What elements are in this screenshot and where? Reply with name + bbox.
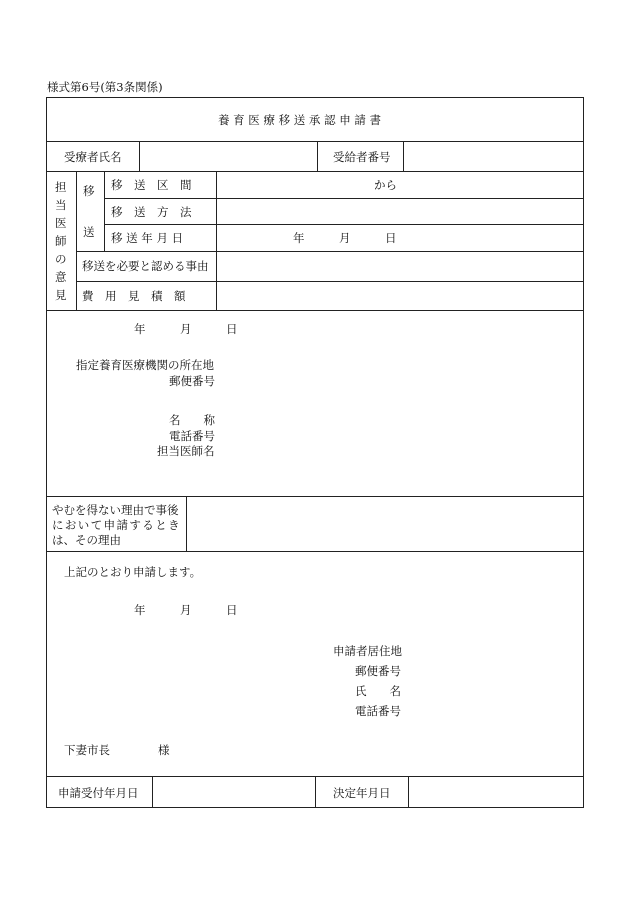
patient-name-label: 受療者氏名 [64, 150, 122, 164]
divider [104, 198, 584, 199]
doctor-opinion-char: 見 [55, 288, 67, 302]
transfer-section-field[interactable] [218, 173, 368, 197]
transfer-section-label: 移 送 区 間 [111, 178, 192, 192]
institution-address-label: 指定養育医療機関の所在地 [76, 358, 214, 372]
divider [46, 171, 584, 172]
transfer-char: 移 [83, 184, 95, 198]
doctor-opinion-char: 意 [55, 270, 67, 284]
divider [46, 496, 584, 497]
receipt-date-field[interactable] [154, 778, 314, 805]
cost-estimate-field[interactable] [218, 283, 582, 309]
doctor-opinion-char: の [55, 252, 67, 266]
decision-date-label: 決定年月日 [333, 786, 391, 800]
divider [104, 224, 584, 225]
divider [403, 141, 404, 172]
divider [46, 141, 584, 142]
patient-name-field[interactable] [141, 143, 315, 170]
divider [104, 171, 105, 252]
cost-estimate-label: 費 用 見 積 額 [82, 289, 186, 303]
doctor-opinion-char: 師 [55, 234, 67, 248]
reason-needed-field[interactable] [218, 253, 582, 280]
late-reason-label-line: やむを得ない理由で事後 [52, 503, 179, 517]
attending-doctor-label: 担当医師名 [157, 444, 215, 458]
decision-date-field[interactable] [410, 778, 581, 805]
divider [315, 776, 316, 807]
doctor-opinion-char: 医 [55, 216, 67, 230]
transfer-method-label: 移 送 方 法 [111, 205, 192, 219]
divider [186, 496, 187, 552]
application-statement: 上記のとおり申請します。 [64, 565, 202, 579]
divider [152, 776, 153, 807]
institution-postal-label: 郵便番号 [169, 374, 215, 388]
applicant-date[interactable]: 年 月 日 [134, 603, 238, 617]
divider [408, 776, 409, 807]
form-title: 養 育 医 療 移 送 承 認 申 請 書 [218, 113, 382, 127]
divider [216, 171, 217, 311]
institution-name-label: 名 称 [169, 413, 215, 427]
reason-needed-label: 移送を必要と認める事由 [82, 259, 209, 273]
transfer-section-suffix: から [374, 178, 397, 192]
transfer-char: 送 [83, 225, 95, 239]
divider [76, 281, 584, 282]
form-number-label: 様式第6号(第3条関係) [47, 80, 163, 94]
recipient-number-label: 受給者番号 [333, 150, 391, 164]
institution-phone-label: 電話番号 [169, 429, 215, 443]
applicant-postal-label: 郵便番号 [355, 664, 401, 678]
doctor-opinion-char: 担 [55, 180, 67, 194]
applicant-phone-label: 電話番号 [355, 704, 401, 718]
divider [46, 310, 584, 311]
doctor-opinion-char: 当 [55, 198, 67, 212]
late-reason-field[interactable] [188, 498, 582, 550]
recipient-number-field[interactable] [405, 143, 581, 170]
doctor-date[interactable]: 年 月 日 [134, 322, 238, 336]
honorific: 様 [158, 743, 170, 757]
late-reason-label-line: は、その理由 [52, 533, 121, 547]
divider [46, 551, 584, 552]
transfer-date-value[interactable]: 年 月 日 [293, 231, 397, 245]
divider [139, 141, 140, 172]
transfer-method-field[interactable] [218, 200, 582, 223]
applicant-address-label: 申請者居住地 [333, 644, 402, 658]
divider [76, 251, 584, 252]
divider [317, 141, 318, 172]
addressee: 下妻市長 [64, 743, 110, 757]
transfer-date-label: 移 送 年 月 日 [111, 231, 184, 245]
divider [76, 171, 77, 311]
receipt-date-label: 申請受付年月日 [58, 786, 139, 800]
late-reason-label-line: において申請するとき [52, 518, 181, 532]
applicant-name-label: 氏 名 [355, 684, 401, 698]
